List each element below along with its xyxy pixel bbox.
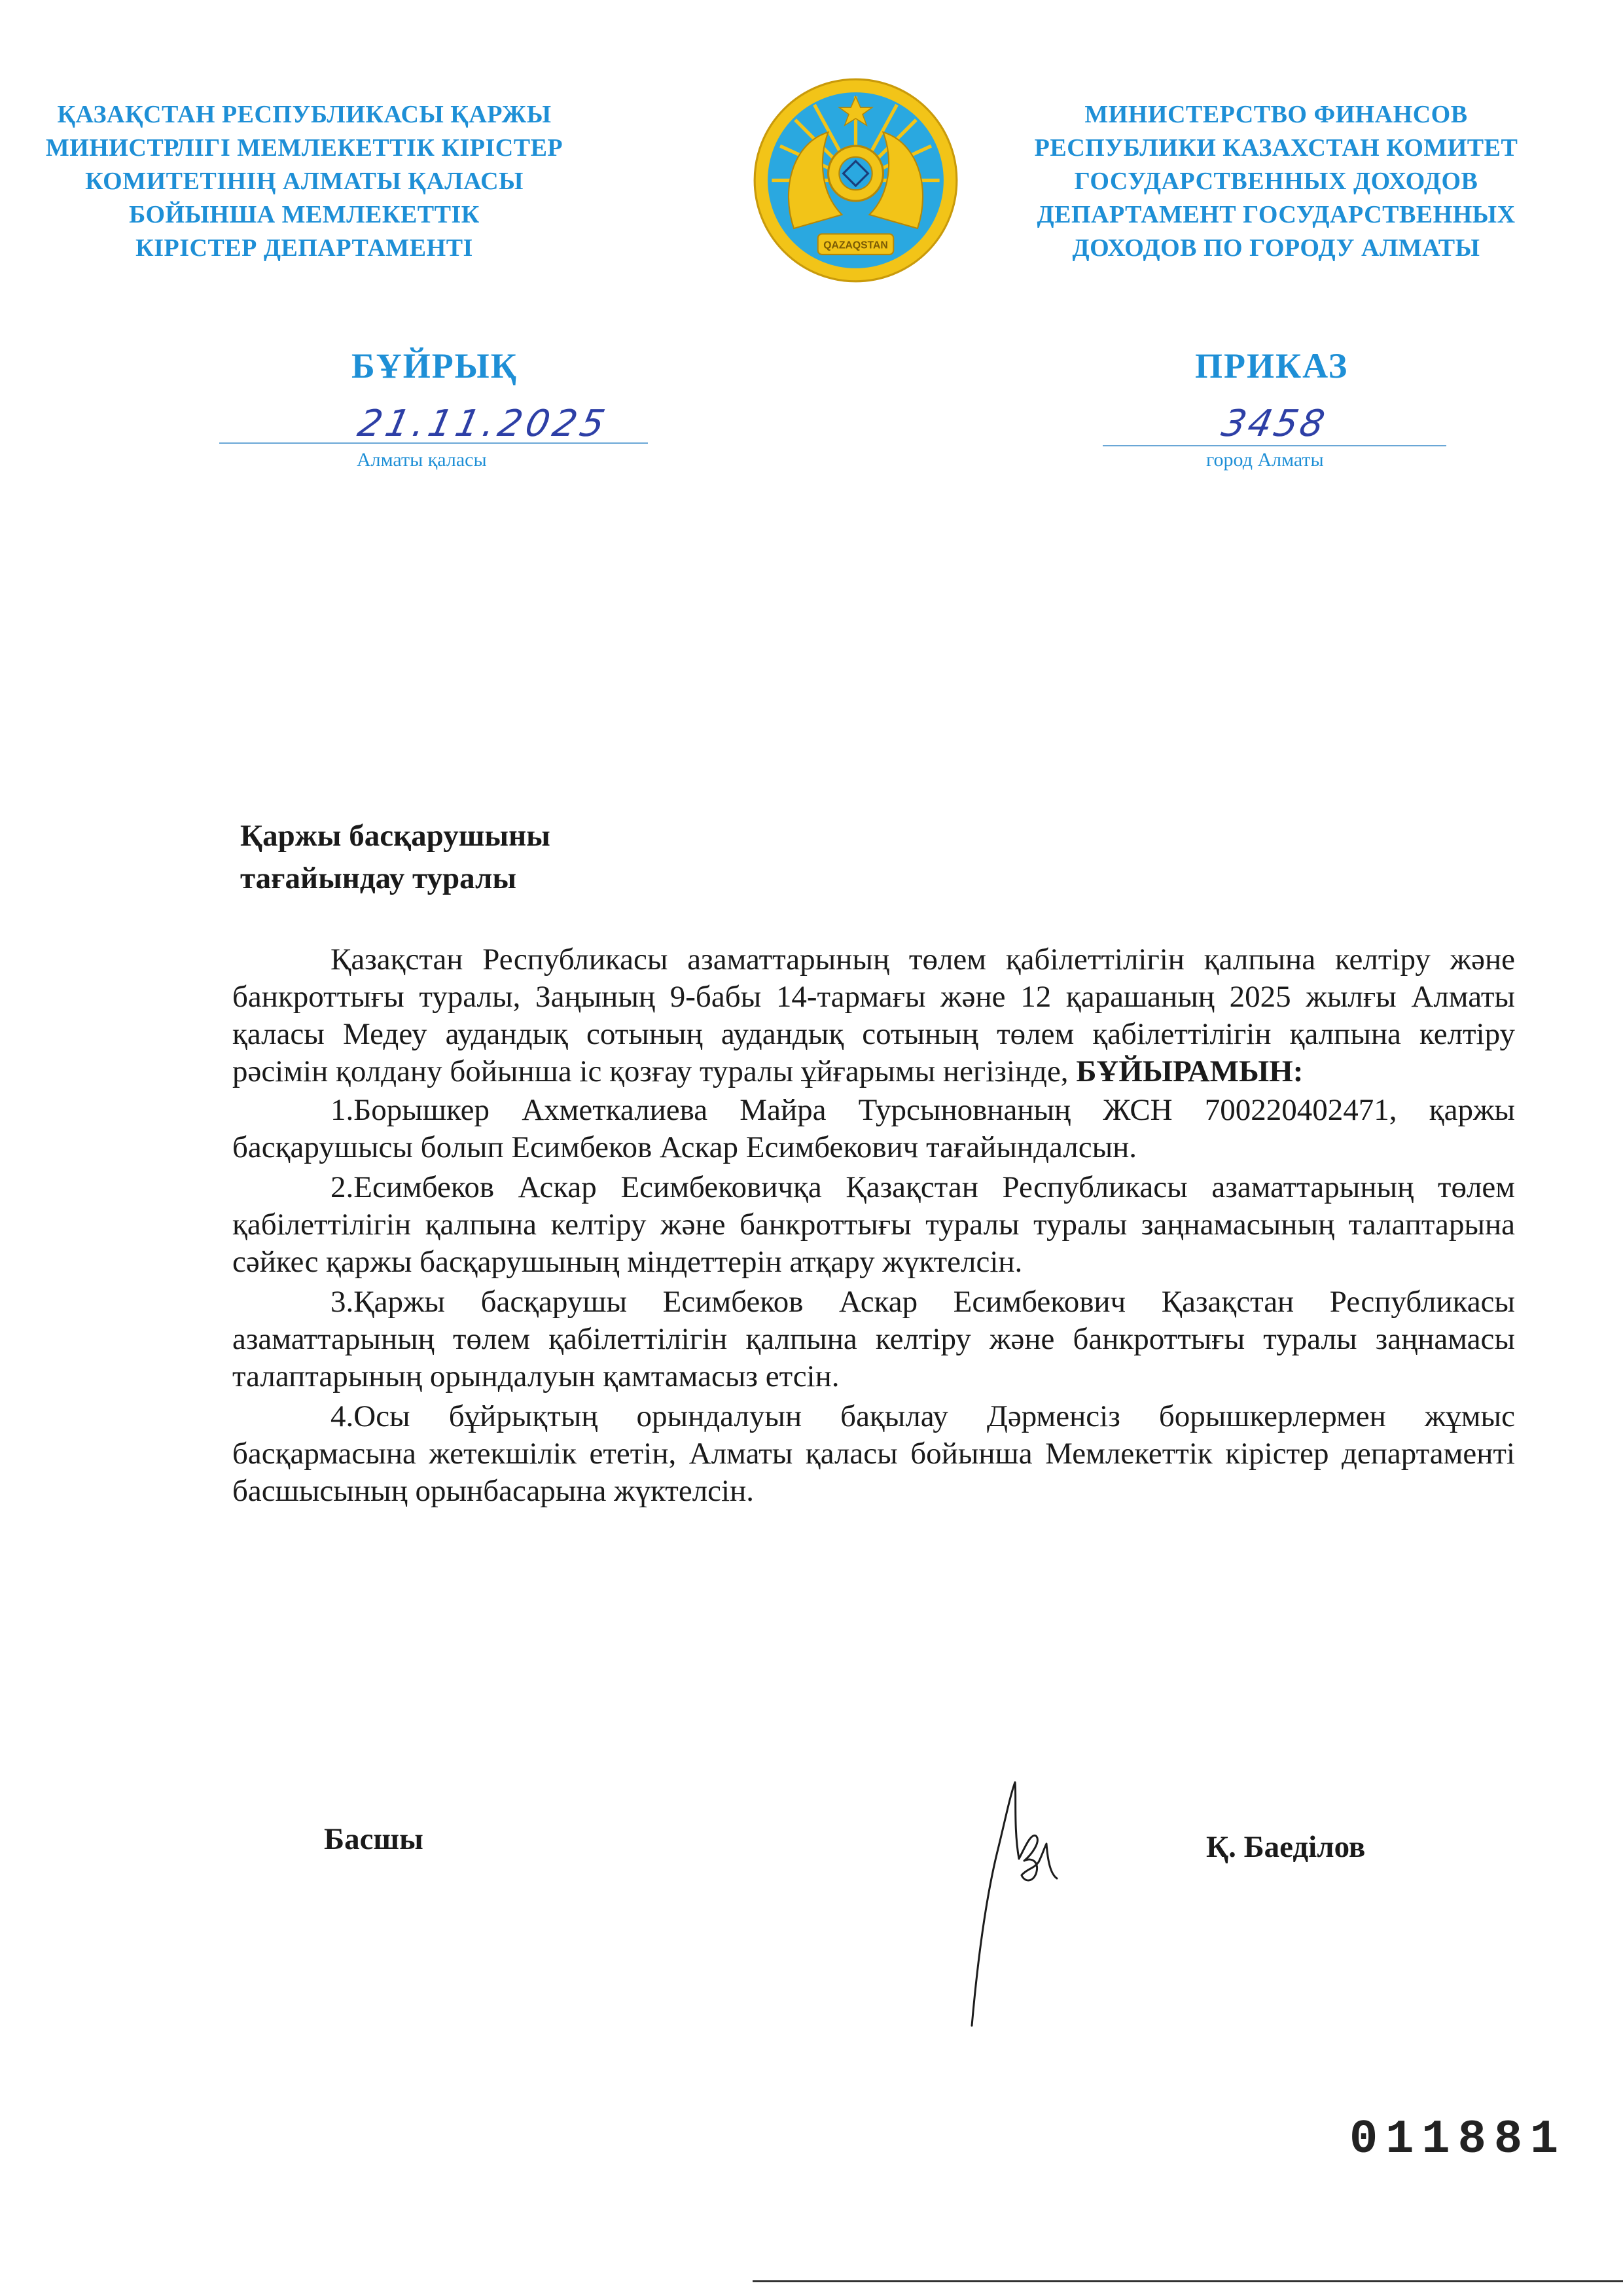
doc-type-kz: БҰЙРЫҚ xyxy=(351,346,518,386)
handwritten-date: 21.11.2025 xyxy=(354,403,613,445)
emblem-text: QAZAQSTAN xyxy=(823,240,888,251)
header-ru-line: МИНИСТЕРСТВО ФИНАНСОВ xyxy=(1084,101,1468,128)
state-emblem-icon xyxy=(753,77,959,283)
header-kz-line: КОМИТЕТІНІҢ АЛМАТЫ ҚАЛАСЫ xyxy=(85,168,524,195)
order-item: 3.Қаржы басқарушы Есимбеков Аскар Есимбекович Қазақстан Республикасы азаматтарының төлем қабілеттілігін қалпына келтіру және банкроттығы туралы заңнамасы талаптарының орындалуын қамтамасыз етсін. xyxy=(232,1285,1515,1393)
serial-number: 011881 xyxy=(1349,2113,1567,2166)
place-kz: Алматы қаласы xyxy=(357,449,487,471)
header-ru-line: ДОХОДОВ ПО ГОРОДУ АЛМАТЫ xyxy=(1072,234,1480,262)
header-ru xyxy=(1035,98,1518,265)
preamble-paragraph xyxy=(232,941,1515,1090)
header-ru-line: ГОСУДАРСТВЕННЫХ ДОХОДОВ xyxy=(1074,168,1478,195)
header-kz xyxy=(46,98,563,265)
subject-line: тағайындау туралы xyxy=(240,861,517,895)
preamble-text: Қазақстан Республикасы азаматтарының төлем қабілеттілігін қалпына келтіру және банкроттығы туралы, Заңының 9-бабы 14-тармағы және 12 қарашаның 2025 жылғы Алматы қаласы Медеу аудандық сотының аудандық сотының төлем қабілеттілігін қалпына келтіру рәсімін қолдану бойынша іс қозғау туралы ұйғарымы негізінде, xyxy=(232,942,1515,1088)
order-body xyxy=(232,941,1515,1513)
date-line xyxy=(219,442,648,444)
handwritten-signature-icon xyxy=(959,1770,1109,2032)
header-kz-line: ҚАЗАҚСТАН РЕСПУБЛИКАСЫ ҚАРЖЫ xyxy=(57,101,552,128)
header-ru-line: ДЕПАРТАМЕНТ ГОСУДАРСТВЕННЫХ xyxy=(1037,201,1516,228)
header-ru-line: РЕСПУБЛИКИ КАЗАХСТАН КОМИТЕТ xyxy=(1034,134,1518,162)
signatory-title: Басшы xyxy=(324,1822,423,1856)
doc-type-ru: ПРИКАЗ xyxy=(1195,346,1349,386)
order-item: 2.Есимбеков Аскар Есимбековичқа Қазақстан Республикасы азаматтарының төлем қабілеттілігін қалпына келтіру және банкроттығы туралы туралы заңнамасының талаптарына сәйкес қаржы басқарушының міндеттерін атқару жүктелсін. xyxy=(232,1170,1515,1279)
subject xyxy=(240,815,550,900)
header-kz-line: БОЙЫНША МЕМЛЕКЕТТІК xyxy=(129,201,480,228)
subject-line: Қаржы басқарушыны xyxy=(240,819,550,853)
order-word: БҰЙЫРАМЫН: xyxy=(1076,1054,1304,1088)
number-line xyxy=(1103,445,1446,446)
page-edge-line xyxy=(753,2280,1623,2282)
place-ru: город Алматы xyxy=(1206,449,1324,471)
signatory-name: Қ. Баеділов xyxy=(1206,1830,1366,1864)
header-kz-line: КІРІСТЕР ДЕПАРТАМЕНТІ xyxy=(135,234,473,262)
order-item: 1.Борышкер Ахметкалиева Майра Турсыновнаның ЖСН 700220402471, қаржы басқарушысы болып Есимбеков Аскар Есимбекович тағайындалсын. xyxy=(232,1093,1515,1164)
order-item: 4.Осы бұйрықтың орындалуын бақылау Дәрменсіз борышкерлермен жұмыс басқармасына жетекшілік ететін, Алматы қаласы бойынша Мемлекеттік кірістер департаменті басшысының орынбасарына жүктелсін. xyxy=(232,1399,1515,1508)
header-kz-line: МИНИСТРЛІГІ МЕМЛЕКЕТТІК КІРІСТЕР xyxy=(45,134,563,162)
handwritten-number: 3458 xyxy=(1218,403,1331,445)
